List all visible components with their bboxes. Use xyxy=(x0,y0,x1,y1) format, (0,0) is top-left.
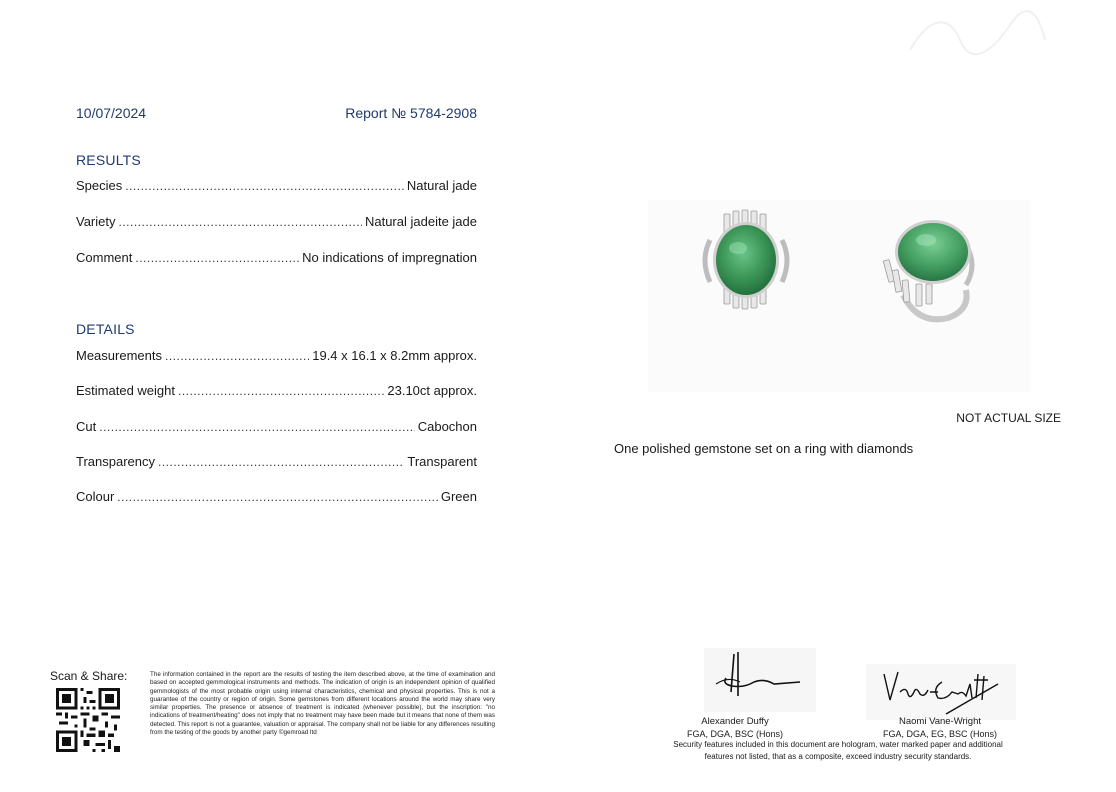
ring-angled-view xyxy=(883,220,972,319)
leader-dots xyxy=(125,179,404,193)
qr-code[interactable] xyxy=(56,688,120,752)
item-description: One polished gemstone set on a ring with diamonds xyxy=(614,441,914,456)
row-value: No indications of impregnation xyxy=(302,250,477,265)
report-number: Report № 5784-2908 xyxy=(345,105,477,121)
details-title: DETAILS xyxy=(76,321,135,337)
legal-disclaimer: The information contained in the report are the results of testing the item described above, at the time of examination and based on accepted gemmological instruments and methods. The indication of origin is an independent opinion of qualified gemmologists of the most probable origin using internal characteristics, chemical and physical properties. This is not a guarantee of the country or region of origin. Some gemstones from different locations around the world may share very similar properties. The presence or absence of treatment is indicated (whenever possible), but the inscription: "no indications of treatment/heating" does not imply that no treatment may have been made but it means that none of them was detected. This report is not a guarantee, valuation or appraisal. The company shall not be liable for any differences resulting from the testing of the goods by another party ©gemroad ltd xyxy=(150,671,495,737)
row-value: Transparent xyxy=(407,454,477,469)
results-row-species xyxy=(76,178,477,196)
signatory-2-name: Naomi Vane-Wright xyxy=(898,716,981,727)
leader-dots xyxy=(165,349,309,363)
row-value: 19.4 x 16.1 x 8.2mm approx. xyxy=(312,348,477,363)
row-label: Variety xyxy=(76,214,116,229)
row-label: Cut xyxy=(76,419,97,434)
watermark-logo xyxy=(900,10,1050,67)
signature-naomi-vane-wright xyxy=(866,664,1016,720)
leader-dots xyxy=(135,251,299,265)
details-row-measurements xyxy=(76,348,477,366)
results-title: RESULTS xyxy=(76,152,141,168)
scan-share-label: Scan & Share: xyxy=(50,669,128,683)
row-label: Colour xyxy=(76,489,115,504)
row-label: Species xyxy=(76,178,123,193)
row-value: Natural jade xyxy=(406,178,477,193)
signature-alexander-duffy xyxy=(704,648,816,712)
signatory-1-name: Alexander Duffy xyxy=(701,716,769,727)
row-value: Cabochon xyxy=(417,419,477,434)
signatory-1-credentials: FGA, DGA, BSC (Hons) xyxy=(686,729,784,739)
leader-dots xyxy=(119,215,362,229)
results-row-variety xyxy=(76,214,477,232)
row-value: Natural jadeite jade xyxy=(364,214,477,229)
leader-dots xyxy=(99,420,414,434)
security-note: Security features included in this document are hologram, water marked paper and additional features not listed, that as a composite, exceed industry security standards. xyxy=(673,740,1003,761)
details-row-transparency xyxy=(76,454,477,472)
row-label: Measurements xyxy=(76,348,162,363)
row-label: Transparency xyxy=(76,454,155,469)
row-label: Comment xyxy=(76,250,133,265)
signatory-2-credentials: FGA, DGA, EG, BSC (Hons) xyxy=(882,729,998,739)
report-date: 10/07/2024 xyxy=(76,105,147,121)
ring-top-view xyxy=(705,210,787,309)
row-value: Green xyxy=(440,489,477,504)
details-row-colour xyxy=(76,489,477,507)
results-row-comment xyxy=(76,250,477,268)
details-row-weight xyxy=(76,383,477,401)
gemstone-photo xyxy=(648,200,1030,392)
details-row-cut xyxy=(76,419,477,437)
not-actual-size-note: NOT ACTUAL SIZE xyxy=(956,411,1061,425)
leader-dots xyxy=(117,490,438,504)
leader-dots xyxy=(158,455,404,469)
row-label: Estimated weight xyxy=(76,383,175,398)
leader-dots xyxy=(178,384,384,398)
row-value: 23.10ct approx. xyxy=(387,383,477,398)
